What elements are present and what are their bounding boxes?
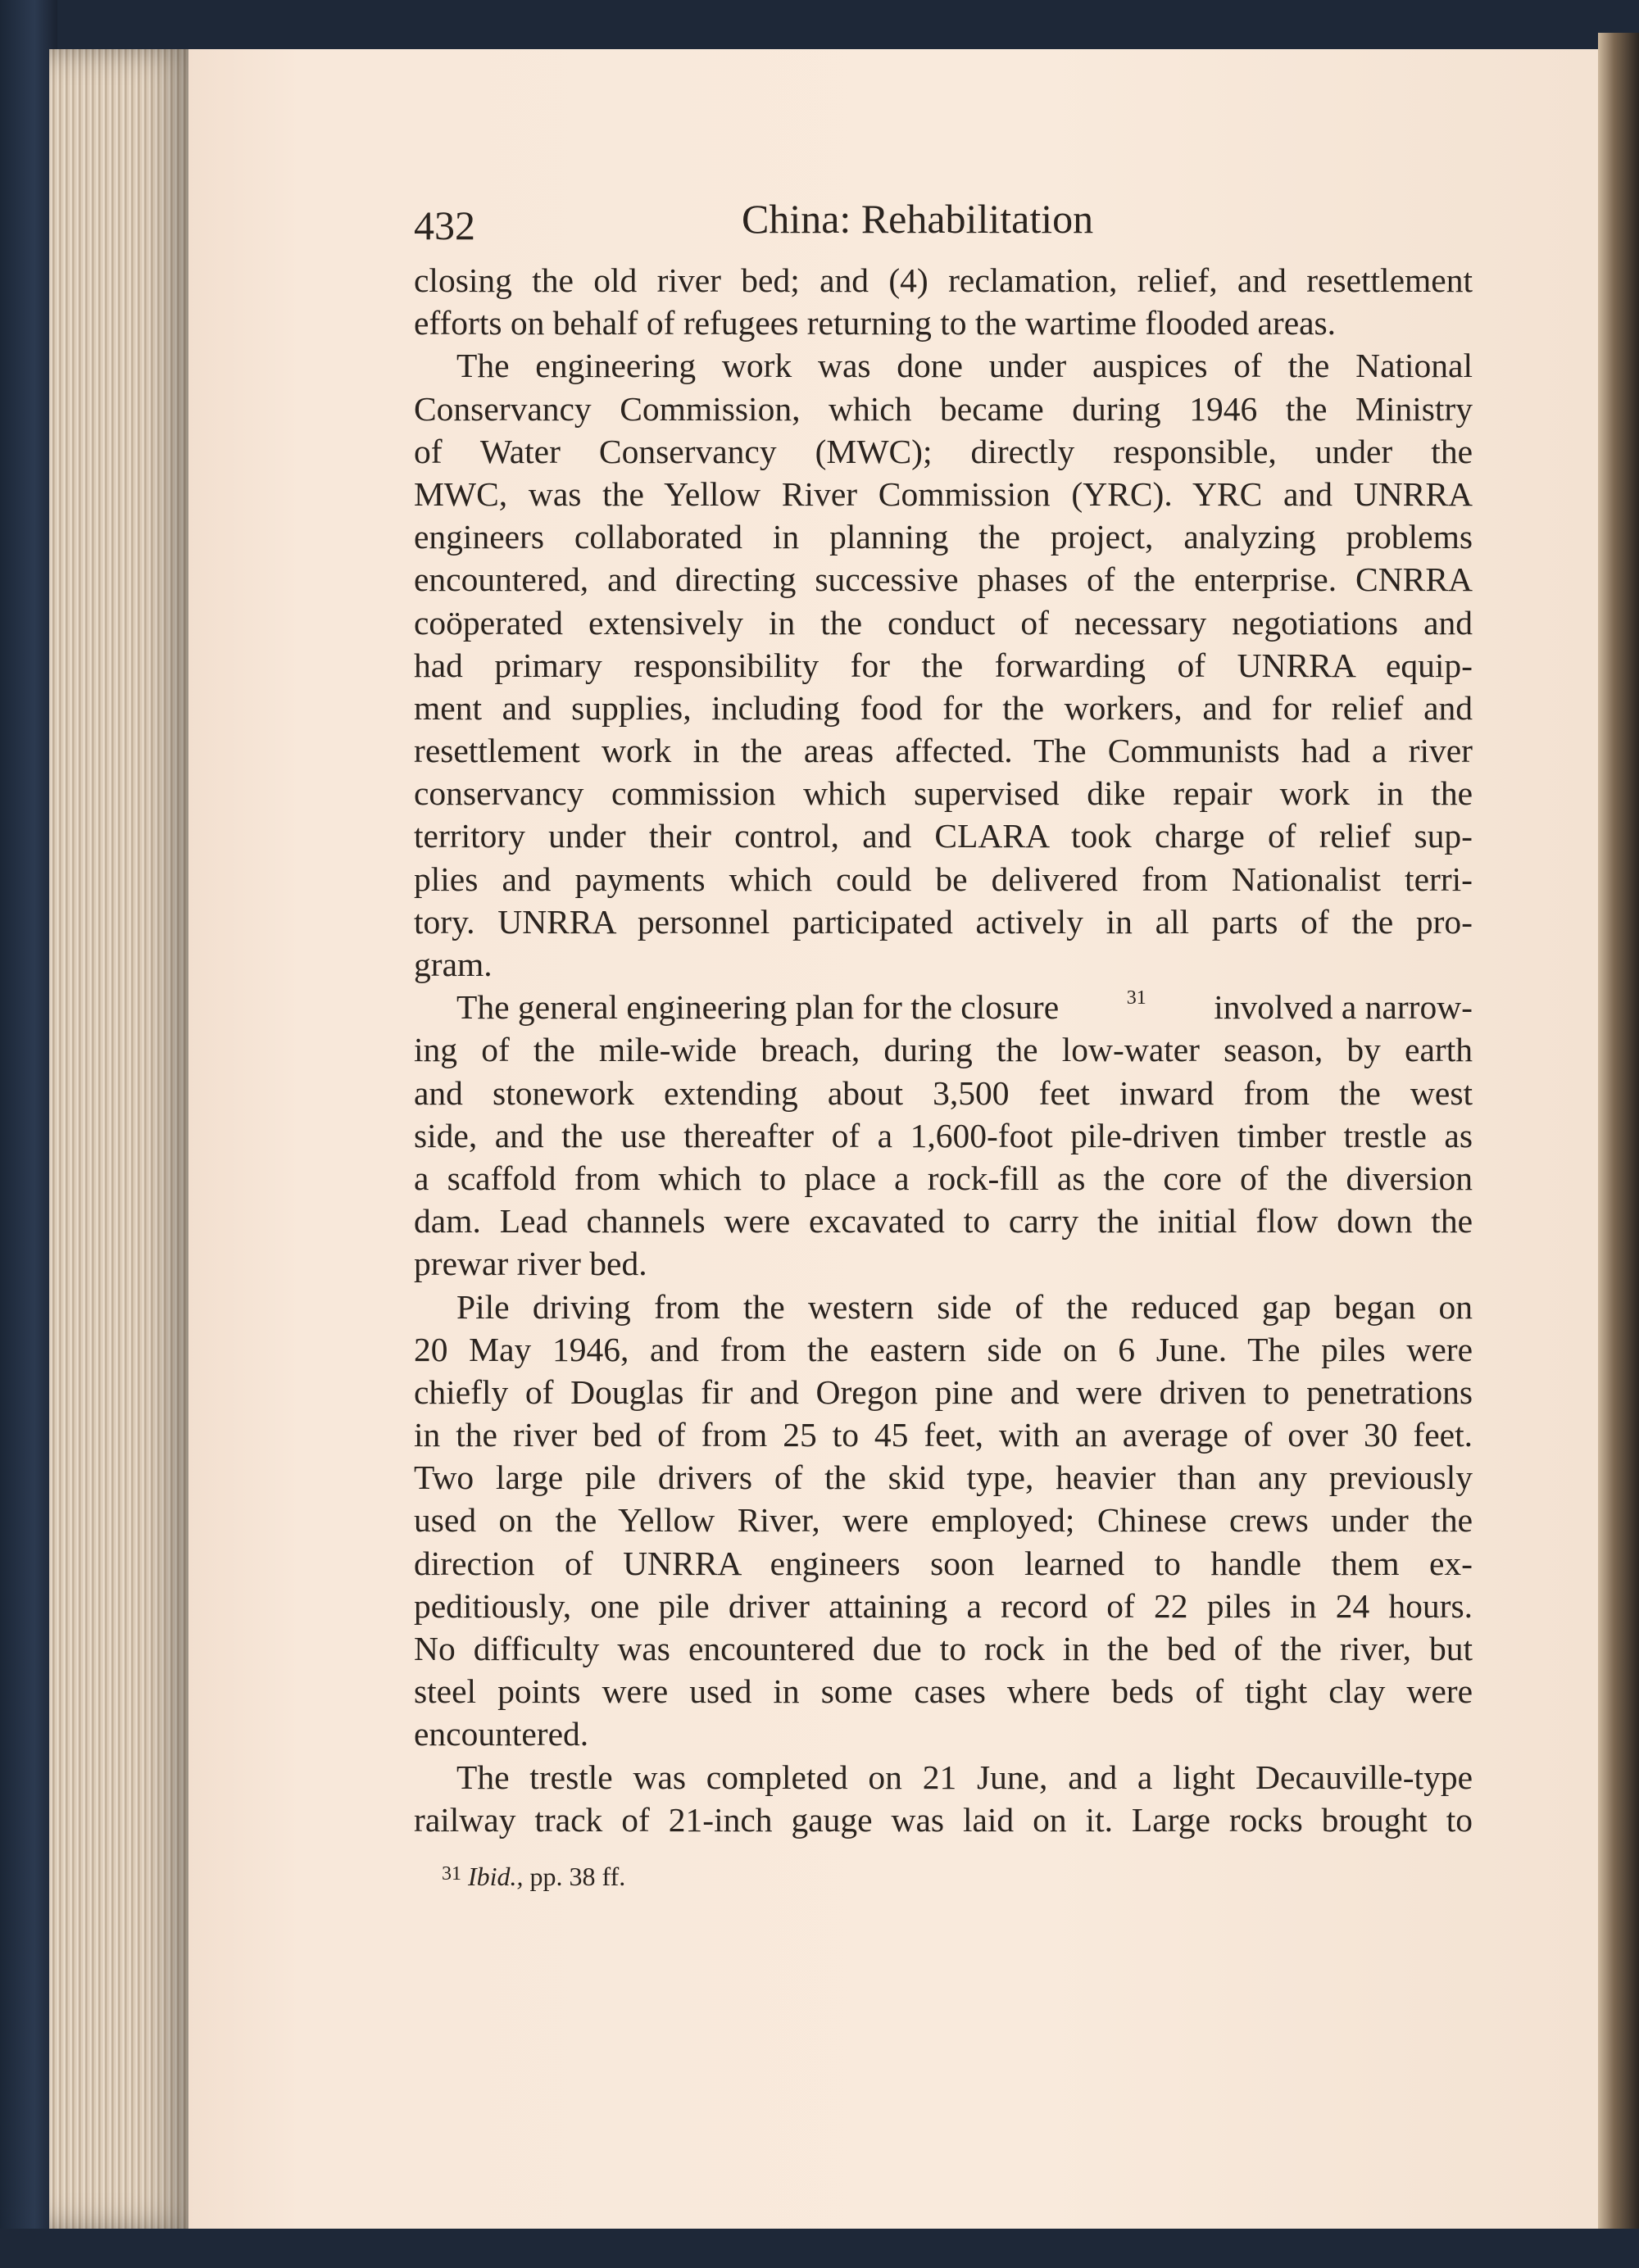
text-line: The engineering work was done under auspices of the National [456,347,1473,385]
scan-background-bottom [0,2229,1639,2268]
text-segment: The general engineering plan for the closure [456,988,1068,1027]
text-line: No difficulty was encountered due to rock in the bed of the river, but [414,1630,1473,1667]
text-line: ment and supplies, including food for the workers, and for relief and [414,688,1473,727]
text-line [414,986,1473,1028]
text-line: 20 May 1946, and from the eastern side on 6 June. The piles were [414,1330,1473,1368]
text-line: direction of UNRRA engineers soon learned to handle them ex- [414,1544,1473,1582]
facing-page-edge [1598,33,1639,2245]
text-line: had primary responsibility for the forwarding of UNRRA equip- [414,646,1473,684]
text-line: prewar river bed. [414,1245,647,1283]
page-edges [49,49,197,2229]
text-segment: involved a narrow- [1205,988,1473,1027]
text-line: encountered. [414,1715,589,1753]
text-line: peditiously, one pile driver attaining a record of 22 piles in 24 hours. [414,1586,1473,1625]
scan-background-top [0,0,1639,49]
text-line: The trestle was completed on 21 June, and a light Decauville-type [456,1758,1473,1796]
running-header [414,195,1473,248]
text-line: railway track of 21-inch gauge was laid on it. Large rocks brought to [414,1800,1473,1839]
text-line: ing of the mile-wide breach, during the low-water season, by earth [414,1031,1473,1069]
footnote [414,1862,1501,1892]
text-line: conservancy commission which supervised dike repair work in the [414,774,1473,813]
text-line: coöperated extensively in the conduct of necessary negotiations and [414,603,1473,642]
text-line: gram. [414,946,493,983]
text-line: tory. UNRRA personnel participated actively in all parts of the pro- [414,902,1473,941]
running-title: China: Rehabilitation [742,196,1094,242]
text-line: efforts on behalf of refugees returning to the wartime flooded areas. [414,304,1337,342]
text-line: engineers collaborated in planning the project, analyzing problems [414,518,1473,556]
text-line: of Water Conservancy (MWC); directly responsible, under the [414,432,1473,470]
footnote-reference: 31 [1126,987,1146,1009]
text-line: Two large pile drivers of the skid type, heavier than any previously [414,1458,1473,1497]
text-line: territory under their control, and CLARA took charge of relief sup- [414,817,1473,855]
text-line: plies and payments which could be delivered from Nationalist terri- [414,860,1473,898]
text-line: dam. Lead channels were excavated to carry the initial flow down the [414,1202,1473,1241]
text-line: closing the old river bed; and (4) reclamation, relief, and resettlement [414,261,1473,299]
body-text [414,259,1473,1841]
text-line: in the river bed of from 25 to 45 feet, with an average of over 30 feet. [414,1416,1473,1454]
text-line: chiefly of Douglas fir and Oregon pine and were driven to penetrations [414,1372,1473,1411]
text-line: resettlement work in the areas affected. The Communists had a river [414,732,1473,770]
page-number: 432 [414,202,475,248]
text-line: encountered, and directing successive phases of the enterprise. CNRRA [414,560,1473,599]
text-line: a scaffold from which to place a rock-fill as the core of the diversion [414,1159,1473,1197]
footnote-number: 31 [442,1863,461,1885]
text-line: side, and the use thereafter of a 1,600-foot pile-driven timber trestle as [414,1116,1473,1154]
text-line: MWC, was the Yellow River Commission (YRC). YRC and UNRRA [414,474,1473,513]
text-line: Conservancy Commission, which became during 1946 the Ministry [414,389,1473,428]
footnote-source: Ibid., [468,1862,524,1891]
text-line: Pile driving from the western side of the reduced gap began on [456,1287,1473,1326]
footnote-pages: pp. 38 ff. [523,1862,626,1891]
text-line: steel points were used in some cases where beds of tight clay were [414,1672,1473,1711]
text-line: used on the Yellow River, were employed; Chinese crews under the [414,1501,1473,1540]
text-line: and stonework extending about 3,500 feet inward from the west [414,1073,1473,1112]
